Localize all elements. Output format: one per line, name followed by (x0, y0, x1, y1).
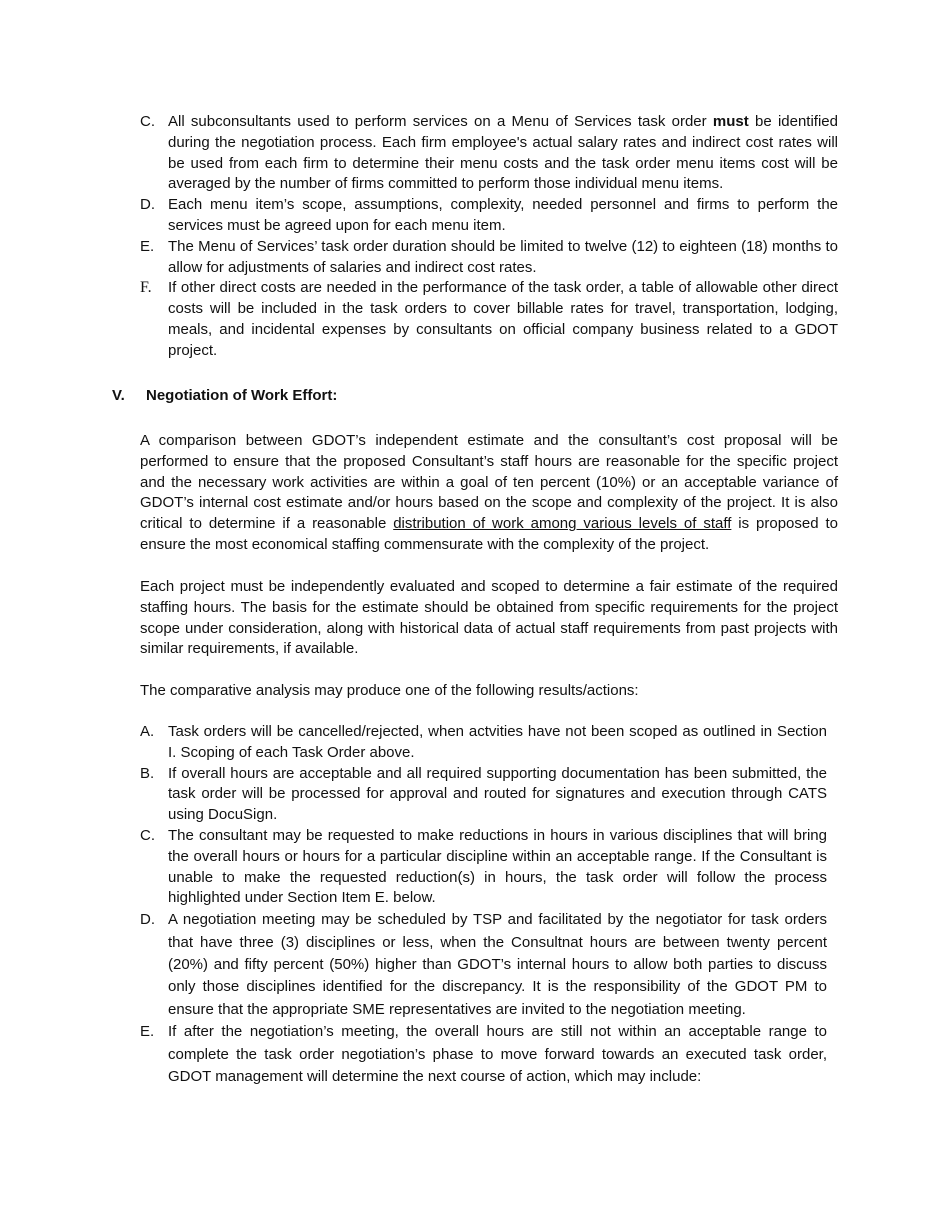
section-heading (112, 386, 337, 407)
paragraph-comparison (140, 431, 838, 556)
list-item-d (140, 909, 827, 1021)
menu-of-services-list (140, 112, 838, 362)
results-actions-list (140, 722, 827, 1088)
list-item-c (140, 826, 827, 909)
list-item-text: If after the negotiation’s meeting, the overall hours are still not within an acceptable range to complete the task order negotiation’s phase to move forward towards an executed task order, GDOT management will determine the next course of action, which may include: (168, 1023, 827, 1086)
list-item-text: Each menu item’s scope, assumptions, complexity, needed personnel and firms to perform the services must be agreed upon for each menu item. (168, 196, 838, 234)
section-title: Negotiation of Work Effort: (146, 387, 338, 404)
list-item-e (140, 1021, 827, 1088)
list-item-text: If overall hours are acceptable and all required supporting documentation has been submitted, the task order will be processed for approval and routed for signatures and execution through CATS using DocuSign. (168, 764, 827, 824)
list-item-text-cont: be identified during the negotiation process. Each firm employee's actual salary rates and indirect cost rates will be used from each firm to determine their menu costs and the task order menu items cost will be averaged by the number of firms committed to perform those individual menu items. (168, 113, 838, 193)
list-item-b (140, 764, 827, 826)
list-marker: D. (140, 196, 155, 214)
list-marker: B. (140, 764, 155, 782)
list-marker: C. (140, 826, 155, 844)
emphasis-must: must (712, 113, 749, 130)
list-item-text: A negotiation meeting may be scheduled by TSP and facilitated by the negotiator for task orders that have three (3) disciplines or less, when the Consultnat hours are between twenty percent (20%) and fifty percent (50%) higher than GDOT’s internal hours to allow both parties to discuss only those disciplines identified for the discrepancy. It is the responsibility of the GDOT PM to ensure that the appropriate SME representatives are invited to the negotiation meeting. (168, 911, 827, 1018)
paragraph-results-intro: The comparative analysis may produce one of the following results/actions: (140, 682, 639, 699)
paragraph-evaluation: Each project must be independently evaluated and scoped to determine a fair estimate of the required staffing hours. The basis for the estimate should be obtained from specific requirements for the project scope under consideration, along with historical data of actual staff requirements from past projects with similar requirements, if available. (140, 578, 838, 658)
list-marker: E. (140, 1023, 155, 1041)
list-item-text: All subconsultants used to perform services on a Menu of Services task order (168, 113, 713, 130)
list-item-f (140, 278, 838, 361)
paragraph-text-cont: is proposed to ensure the most economical staffing commensurate with the complexity of the project. (140, 515, 838, 553)
list-item-d (140, 195, 838, 237)
list-marker: A. (140, 723, 155, 740)
list-item-text: The consultant may be requested to make reductions in hours in various disciplines that will bring the overall hours or hours for a particular discipline within an acceptable range. If the Consultant is unable to make the requested reduction(s) in hours, the task order will follow the process highlighted under Section Item E. below. (168, 826, 827, 907)
list-item-e (140, 237, 838, 279)
list-marker: D. (140, 911, 155, 929)
list-item-a (140, 722, 827, 764)
list-marker: F. (140, 279, 152, 297)
list-marker: E. (140, 237, 155, 255)
list-item-text: The Menu of Services’ task order duration should be limited to twelve (12) to eighteen (18) months to allow for adjustments of salaries and indirect cost rates. (168, 237, 838, 276)
underlined-phrase: distribution of work among various levels of staff (393, 515, 732, 533)
list-item-text: Task orders will be cancelled/rejected, when actvities have not been scoped as outlined in Section I. Scoping of each Task Order above. (168, 723, 827, 761)
list-marker: C. (140, 113, 155, 130)
list-item-c (140, 112, 838, 195)
paragraph-text: A comparison between GDOT’s independent estimate and the consultant’s cost proposal will be performed to ensure that the proposed Consultant’s staff hours are reasonable for the specific project and the necessary work activities are within a goal of ten percent (10%) or an acceptable variance of GDOT’s internal cost estimate and/or hours based on the scope and complexity of the project. It is also critical to determine if a reasonable (140, 432, 838, 533)
section-number: V. (112, 387, 125, 404)
list-item-text: If other direct costs are needed in the performance of the task order, a table of allowable other direct costs will be included in the task orders to cover billable rates for travel, transportation, lodging, meals, and incidental expenses by consultants on official company business related to a GDOT project. (168, 279, 838, 359)
